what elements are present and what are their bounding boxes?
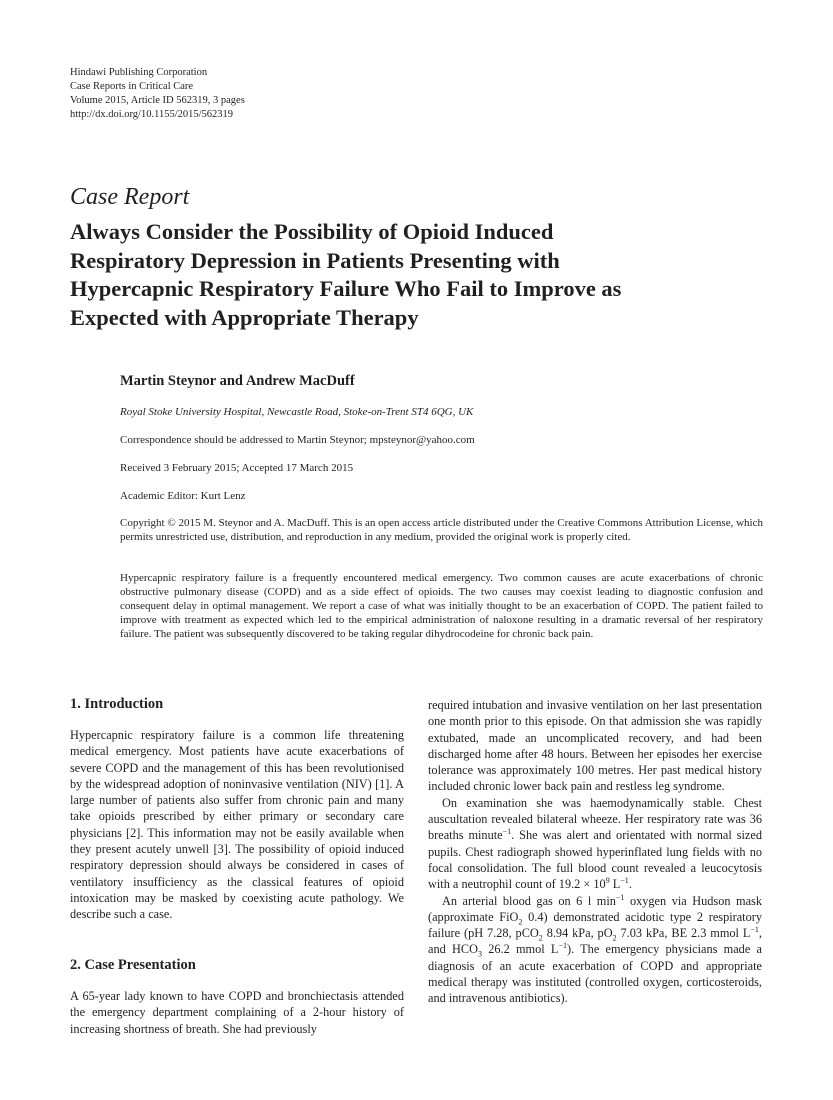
title-line: Always Consider the Possibility of Opioid Induced [70, 219, 554, 244]
article-title [70, 218, 770, 332]
title-line: Respiratory Depression in Patients Presenting with [70, 247, 560, 273]
author-list: Martin Steynor and Andrew MacDuff [120, 373, 355, 389]
title-line: Expected with Appropriate Therapy [70, 304, 419, 330]
correspondence: Correspondence should be addressed to Martin Steynor; mpsteynor@yahoo.com [120, 434, 475, 446]
right-column-body [428, 697, 762, 1007]
introduction-body [70, 727, 404, 923]
section-heading-introduction: 1. Introduction [70, 696, 164, 712]
paragraph: An arterial blood gas on 6 l $\min^{-1}$ oxygen via Hudson mask (approximate FiO$_2$ 0.4) demonstrated acidotic type 2 respiratory failure (pH 7.28, pCO$_2$ 8.94 kPa, $pO_2$ 7.03 kPa, BE 2.3 mmol $L^{-1}$, and $HCO_3$ 26.2 mmol $L^{-1}$). The emergency physicians made a diagnosis of an acute exacerbation of COPD and appropriate medical therapy was instituted (controlled oxygen, corticosteroids, and intravenous antibiotics). [428, 892, 762, 1006]
volume-info: Volume 2015, Article ID 562319, 3 pages [70, 95, 245, 106]
section-heading-case-presentation: 2. Case Presentation [70, 957, 196, 973]
paragraph: Hypercapnic respiratory failure is a common life threatening medical emergency. Most patients have acute exacerbations of severe COPD and the management of this has been revolutionised by the widespread adoption of noninvasive ventilation (NIV) [1]. A large number of patients also suffer from chronic pain and many take opioids prescribed by either primary or secondary care physicians [2]. This information may not be easily available when they present acutely unwell [3]. The possibility of opioid induced respiratory depression should always be considered in cases of ventilatory insufficiency as the classical features of opioid intoxication may be masked by coexisting acute pathology. We describe such a case. [70, 728, 404, 922]
publisher-name: Hindawi Publishing Corporation [70, 67, 208, 78]
received-dates: Received 3 February 2015; Accepted 17 March 2015 [120, 462, 354, 474]
copyright-notice: Copyright © 2015 M. Steynor and A. MacDuff. This is an open access article distributed under the Creative Commons Attribution License, which permits unrestricted use, distribution, and reproduction in any medium, provided the original work is properly cited. [120, 517, 763, 543]
doi-link[interactable]: http://dx.doi.org/10.1155/2015/562319 [70, 109, 234, 120]
case-presentation-body [70, 988, 404, 1037]
title-line: Hypercapnic Respiratory Failure Who Fail to Improve as [70, 276, 622, 301]
paragraph: required intubation and invasive ventilation on her last presentation one month prior to this episode. On that admission she was rapidly extubated, made an uncomplicated recovery, and had been discharged home after 48 hours. Between her episodes her exercise tolerance was approximately 100 metres. Her past medical history included chronic lower back pain and restless leg syndrome. [428, 698, 762, 794]
academic-editor: Academic Editor: Kurt Lenz [120, 490, 246, 502]
article-type: Case Report [70, 184, 190, 210]
journal-name: Case Reports in Critical Care [70, 81, 194, 92]
abstract: Hypercapnic respiratory failure is a frequently encountered medical emergency. Two common causes are acute exacerbations of chronic obstructive pulmonary disease (COPD) and as a side effect of opioids. The two causes may coexist leading to diagnostic confusion and consequent delay in optimal management. We report a case of what was initially thought to be an exacerbation of COPD. The patient failed to improve with treatment as expected which led to the empirical administration of naloxone resulting in a dramatic reversal of her respiratory failure. The patient was subsequently discovered to be taking regular dihydrocodeine for chronic back pain. [120, 572, 763, 640]
affiliation: Royal Stoke University Hospital, Newcastle Road, Stoke-on-Trent ST4 6QG, UK [120, 406, 474, 418]
paragraph: A 65-year lady known to have COPD and bronchiectasis attended the emergency department complaining of a 2-hour history of increasing shortness of breath. She had previously [70, 989, 404, 1036]
paragraph: On examination she was haemodynamically stable. Chest auscultation revealed bilateral wheeze. Her respiratory rate was 36 breaths minute$^{-1}$. She was alert and orientated with normal sized pupils. Chest radiograph showed hyperinflated lung fields with no focal consolidation. The full blood count revealed a leucocytosis with a neutrophil count of $19.2 \times 10^9$ $L^{-1}$. [428, 795, 762, 892]
journal-masthead [70, 66, 245, 122]
